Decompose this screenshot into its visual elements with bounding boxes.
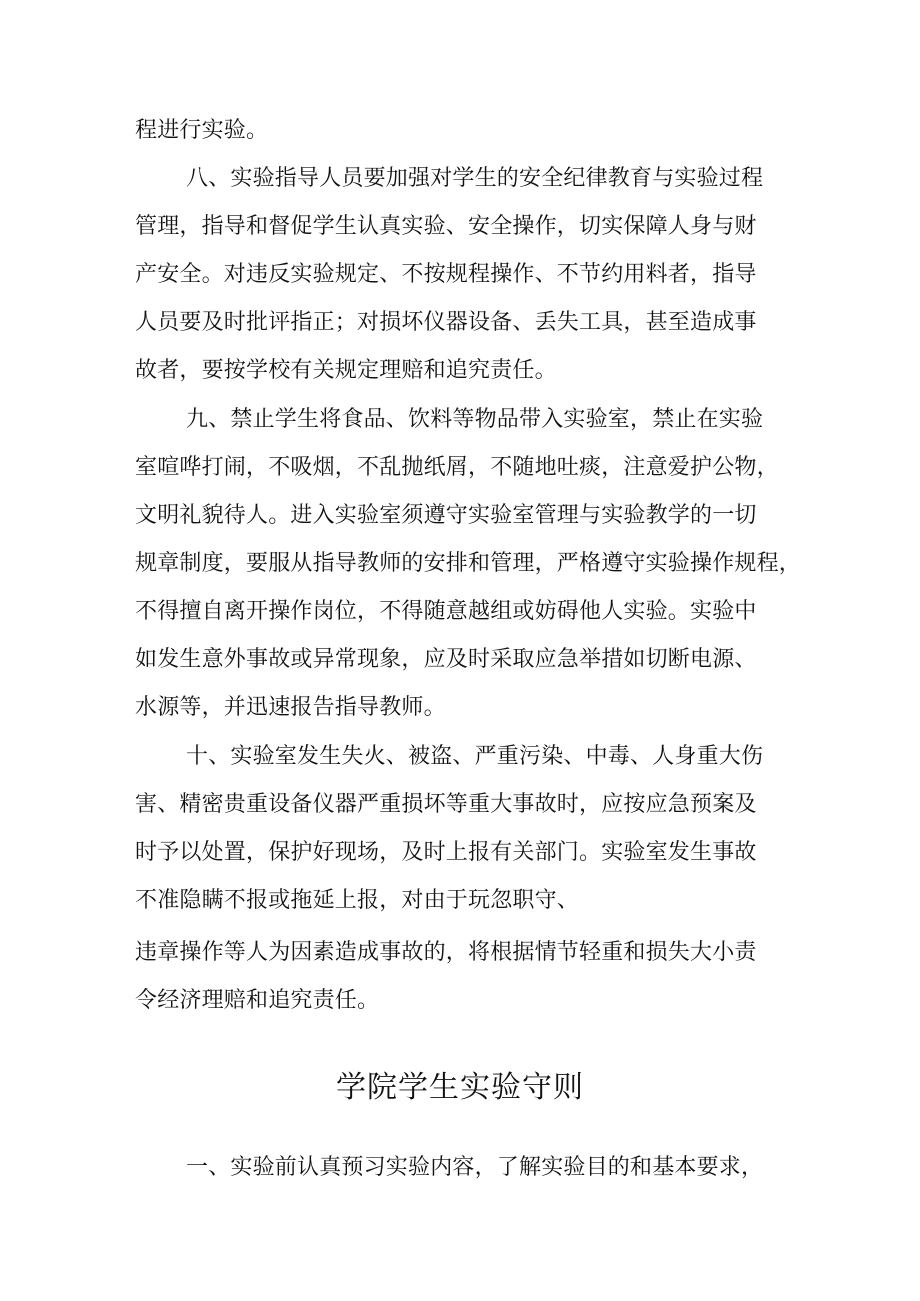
paragraph-line: 一、实验前认真预习实验内容，了解实验目的和基本要求，: [186, 1155, 764, 1180]
paragraph-line: 产安全。对违反实验规定、不按规程操作、不节约用料者，指导: [135, 262, 757, 287]
paragraph-line: 十、实验室发生失火、被盗、严重污染、中毒、人身重大伤: [186, 744, 764, 769]
paragraph-line: 违章操作等人为因素造成事故的，将根据情节轻重和损失大小责: [135, 940, 757, 965]
paragraph-line: 人员要及时批评指正；对损坏仪器设备、丢失工具，甚至造成事: [135, 310, 757, 335]
paragraph-line: 不得擅自离开操作岗位，不得随意越组或妨碍他人实验。实验中: [135, 599, 757, 624]
paragraph-line: 八、实验指导人员要加强对学生的安全纪律教育与实验过程: [186, 166, 764, 191]
paragraph-line: 如发生意外事故或异常现象，应及时采取应急举措如切断电源、: [135, 647, 757, 672]
paragraph-line: 水源等，并迅速报告指导教师。: [135, 695, 446, 720]
paragraph-line: 害、精密贵重设备仪器严重损坏等重大事故时，应按应急预案及: [135, 792, 757, 817]
paragraph-line: 故者，要按学校有关规定理赔和追究责任。: [135, 358, 557, 383]
paragraph-line: 不准隐瞒不报或拖延上报，对由于玩忽职守、: [135, 888, 580, 913]
paragraph-line: 规章制度，要服从指导教师的安排和管理，严格遵守实验操作规程，: [135, 551, 802, 576]
paragraph-line: 九、禁止学生将食品、饮料等物品带入实验室，禁止在实验: [186, 407, 764, 432]
paragraph-line: 室喧哗打闹，不吸烟，不乱抛纸屑，不随地吐痰，注意爱护公物，: [135, 455, 779, 480]
section-title: 学院学生实验守则: [336, 1070, 584, 1105]
paragraph-line: 管理，指导和督促学生认真实验、安全操作，切实保障人身与财: [135, 214, 757, 239]
paragraph-line: 文明礼貌待人。进入实验室须遵守实验室管理与实验教学的一切: [135, 503, 757, 528]
paragraph-line: 程进行实验。: [135, 118, 269, 143]
paragraph-line: 时予以处置，保护好现场，及时上报有关部门。实验室发生事故: [135, 840, 757, 865]
paragraph-line: 令经济理赔和追究责任。: [135, 988, 380, 1013]
